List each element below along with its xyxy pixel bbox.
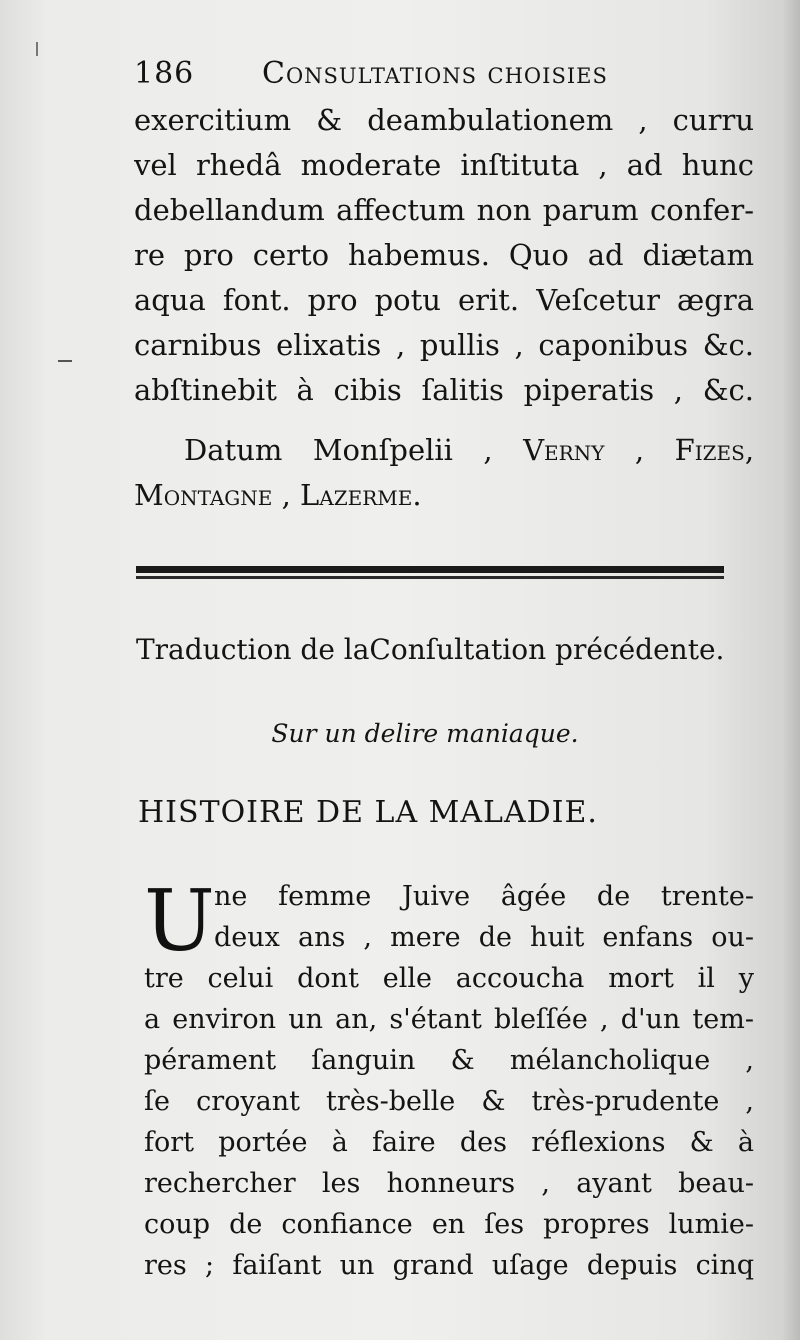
text-line: debellandum affectum non parum confer-	[134, 193, 754, 227]
text-line: rechercher les honneurs , ayant beau-	[144, 1168, 754, 1199]
running-title: Consultations choisies	[262, 56, 608, 91]
margin-mark-top	[36, 42, 38, 56]
page-header	[134, 52, 754, 96]
text-line: deux ans , mere de huit enfans ou-	[214, 922, 754, 953]
text-line: re pro certo habemus. Quo ad diætam	[134, 238, 754, 272]
text-line: fort portée à faire des réflexions & à	[144, 1127, 754, 1158]
text-line: ſe croyant très-belle & très-prudente ,	[144, 1086, 754, 1117]
text-line: res ; faiſant un grand uſage depuis cinq	[144, 1250, 754, 1281]
text-line: aqua font. pro potu erit. Veſcetur ægra	[134, 283, 754, 317]
datum-signatures	[134, 428, 754, 518]
subtitle: Sur un delire maniaque.	[271, 719, 579, 748]
body-paragraph	[144, 872, 754, 1286]
datum-prefix: Datum Monſpelii ,	[184, 433, 493, 467]
signatory-montagne: Montagne	[134, 478, 273, 512]
text-line: carnibus elixatis , pullis , caponibus &c.	[134, 328, 754, 362]
section-divider	[136, 566, 724, 579]
margin-mark	[58, 360, 72, 362]
drop-cap: U	[144, 872, 215, 970]
signatory-fizes: Fizes	[674, 433, 745, 467]
text-line: vel rhedâ moderate inſtituta , ad hunc	[134, 148, 754, 182]
datum-line-2: Montagne , Lazerme.	[134, 478, 422, 512]
text-line: exercitium & deambulationem , curru	[134, 103, 754, 137]
signatory-lazerme: Lazerme.	[300, 478, 422, 512]
page-gutter-shadow	[782, 0, 800, 1340]
translation-title: Traduction de laConſultation précédente.	[136, 633, 725, 666]
text-line: abſtinebit à cibis ſalitis piperatis , &c.	[134, 373, 754, 407]
divider-thick-line	[136, 566, 724, 573]
signatory-verny: Verny	[523, 433, 605, 467]
text-line: pérament ſanguin & mélancholique ,	[144, 1045, 754, 1076]
divider-thin-line	[136, 576, 724, 579]
section-heading: HISTOIRE DE LA MALADIE.	[138, 795, 598, 830]
text-line: ne femme Juive âgée de trente-	[214, 881, 754, 912]
text-line: tre celui dont elle accoucha mort il y	[144, 963, 754, 994]
text-line: a environ un an, s'étant bleſſée , d'un tem-	[144, 1004, 754, 1035]
text-line: coup de confiance en ſes propres lumie-	[144, 1209, 754, 1240]
latin-paragraph	[134, 98, 754, 413]
page-number: 186	[134, 56, 195, 91]
datum-line-1: Datum Monſpelii , Verny , Fizes,	[184, 433, 754, 467]
